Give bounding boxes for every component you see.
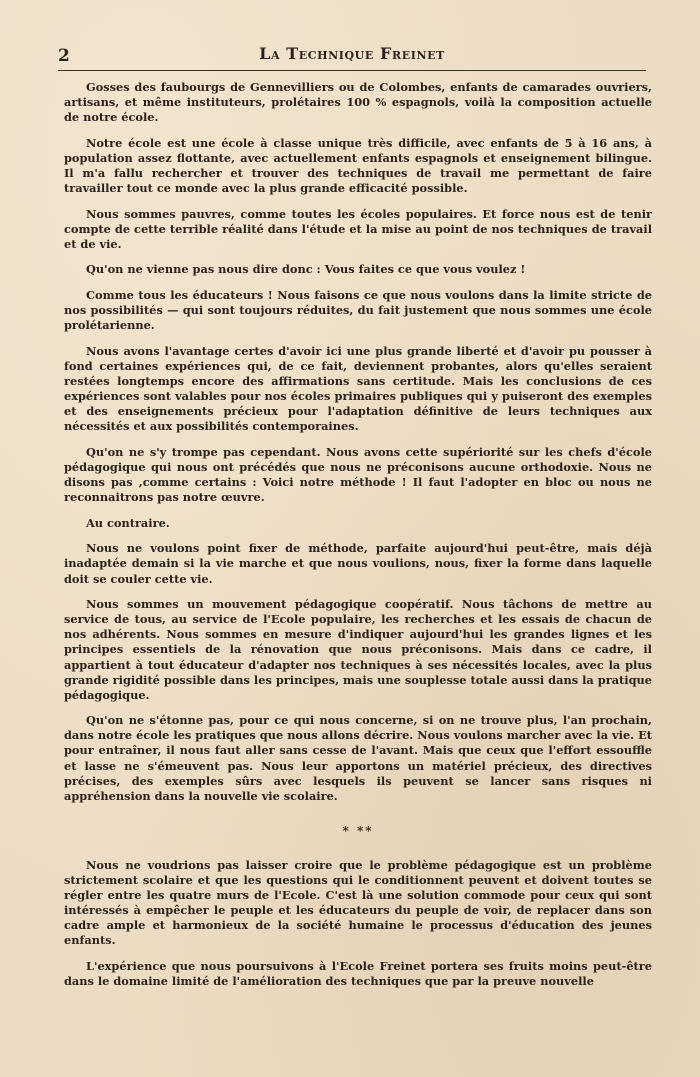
paragraph: Nous ne voulons point fixer de méthode, parfaite aujourd'hui peut-être, mais déjà inadaptée demain si la vie marche et que nous voulions, nous, fixer la forme dans laquelle doit se couler cette vie. (64, 541, 652, 586)
section-separator: * ** (342, 823, 374, 838)
paragraph: Comme tous les éducateurs ! Nous faisons ce que nous voulons dans la limite stricte de nos possibilités — qui sont toujours réduites, du fait justement que nous sommes une école prolétarienne. (64, 288, 652, 333)
paragraph: Qu'on ne s'y trompe pas cependant. Nous avons cette supériorité sur les chefs d'école pédagogique qui nous ont précédés que nous ne préconisons aucune orthodoxie. Nous ne disons pas ,comme certains : Voici notre méthode ! Il faut l'adopter en bloc ou nous ne reconnaitrons pas notre œuvre. (64, 444, 652, 505)
paragraph: Au contraire. (86, 515, 170, 530)
article-body (64, 80, 652, 1000)
paragraph: L'expérience que nous poursuivons à l'Ecole Freinet portera ses fruits moins peut-être dans le domaine limité de l'amélioration des techniques que par la preuve nouvelle (64, 958, 652, 988)
page-header (58, 40, 646, 71)
paragraph: Nous ne voudrions pas laisser croire que le problème pédagogique est un problème strictement scolaire et que les questions qui le conditionnent peuvent et doivent toutes se régler entre les quatre murs de l'Ecole. C'est là une solution commode pour ceux qui sont intéressés à empêcher le peuple et les éducateurs du peuple de voir, de replacer dans son cadre ample et harmonieux de la société humaine le processus d'éducation des jeunes enfants. (64, 857, 652, 948)
paragraph: Gosses des faubourgs de Gennevilliers ou de Colombes, enfants de camarades ouvriers, artisans, et même instituteurs, prolétaires 100 % espagnols, voilà la composition actuelle de notre école. (64, 80, 652, 125)
paragraph: Notre école est une école à classe unique très difficile, avec enfants de 5 à 16 ans, à population assez flottante, avec actuellement enfants espagnols et enseignement bilingue. Il m'a fallu rechercher et trouver des techniques de travail me permettant de faire travailler tout ce monde avec la plus grande efficacité possible. (64, 135, 652, 196)
paragraph: Qu'on ne s'étonne pas, pour ce qui nous concerne, si on ne trouve plus, l'an prochain, dans notre école les pratiques que nous allons décrire. Nous voulons marcher avec la vie. Et pour entraîner, il nous faut aller sans cesse de l'avant. Mais que ceux que l'effort essouffle et lasse ne s'émeuvent pas. Nous leur apportons un matériel précieux, des directives précises, des exemples sûrs avec lesquels ils peuvent se lancer sans risques ni appréhension dans la nouvelle vie scolaire. (64, 713, 652, 803)
paragraph: Nous avons l'avantage certes d'avoir ici une plus grande liberté et d'avoir pu pousser à fond certaines expériences qui, de ce fait, deviennent probantes, alors qu'elles seraient restées longtemps encore des affirmations sans certitude. Mais les conclusions de ces expériences sont valables pour nos écoles primaires publiques qui y puiseront des exemples et des enseignements précieux pour l'adaptation définitive de leurs techniques aux nécessités et aux possibilités contemporaines. (64, 343, 652, 434)
paragraph: Nous sommes pauvres, comme toutes les écoles populaires. Et force nous est de tenir compte de cette terrible réalité dans l'étude et la mise au point de nos techniques de travail et de vie. (64, 206, 652, 251)
running-title: La Technique Freinet (259, 44, 445, 63)
paragraph: Nous sommes un mouvement pédagogique coopératif. Nous tâchons de mettre au service de tous, au service de l'Ecole populaire, les recherches et les essais de chacun de nos adhérents. Nous sommes en mesure d'indiquer aujourd'hui les grandes lignes et les principes essentiels de la rénovation que nous préconisons. Mais dans ce cadre, il appartient à tout éducateur d'adapter nos techniques à ses nécessités locales, avec la plus grande rigidité possible dans les principes, mais une souplesse totale aussi dans la pratique pédagogique. (64, 597, 652, 702)
page-number: 2 (58, 46, 70, 66)
paragraph: Qu'on ne vienne pas nous dire donc : Vous faites ce que vous voulez ! (86, 262, 526, 277)
